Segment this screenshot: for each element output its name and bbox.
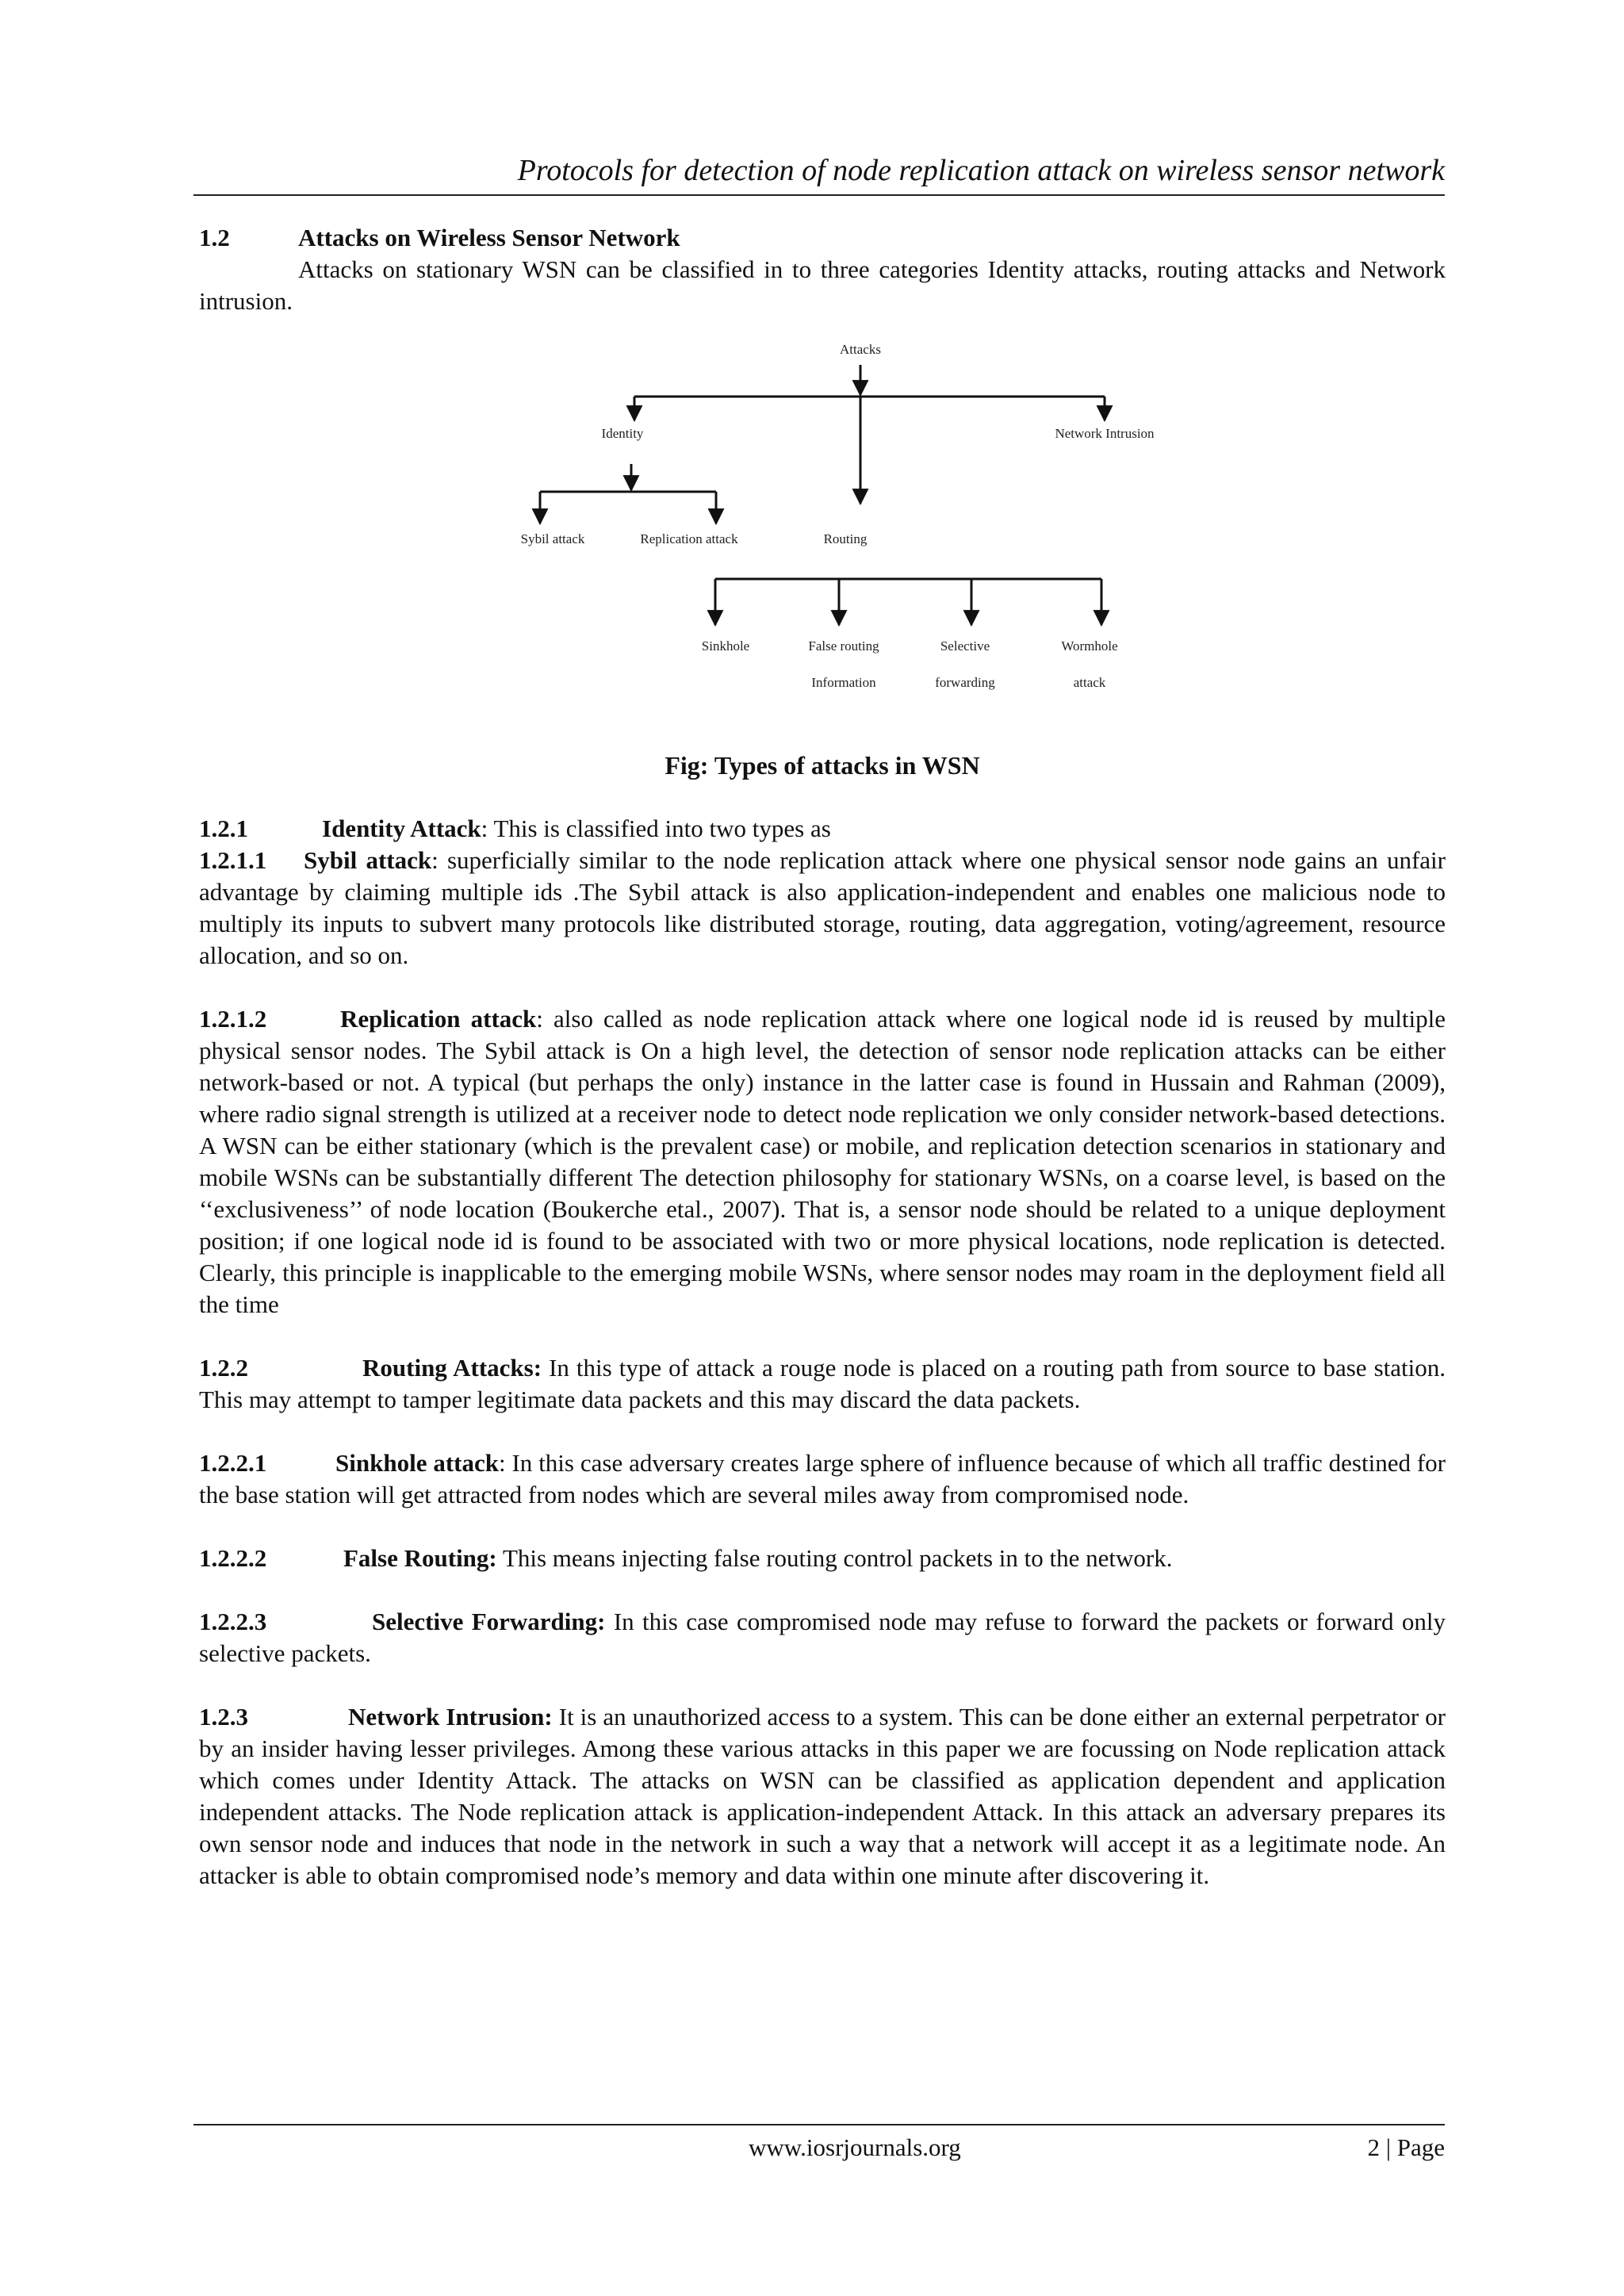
paragraph-1-2-2-1	[199, 1447, 1446, 1511]
section-text: It is an unauthorized access to a system. This can be done either an external perpetrator or by an insider having lesser privileges. Among these various attacks in this paper we are focussing on Node replication attack which comes under Identity Attack. The attacks on WSN can be classified as application dependent and application independent attacks. The Node replication attack is application-independent Attack. In this attack an adversary prepares its own sensor node and induces that node in the network in such a way that a network will accept it as a legitimate node. An attacker is able to obtain compromised node’s memory and data within one minute after discovering it.	[199, 1703, 1446, 1889]
section-text: In this case compromised node may refuse to forward the packets or forward only selective packets.	[199, 1608, 1446, 1667]
section-number: 1.2.2.3	[199, 1608, 267, 1635]
page-content	[199, 222, 1446, 1892]
node-false-routing-line1: False routing	[808, 638, 879, 654]
section-heading-1-2	[199, 222, 1446, 254]
paragraph-1-2-3	[199, 1701, 1446, 1892]
section-title: Replication attack	[340, 1005, 537, 1033]
footer-rule	[193, 2124, 1445, 2125]
node-wormhole-line1: Wormhole	[1061, 638, 1118, 654]
figure-caption: Fig: Types of attacks in WSN	[665, 751, 980, 780]
section-text: : also called as node replication attack where one logical node id is reused by multiple physical sensor nodes. The Sybil attack is On a high level, the detection of sensor node replication attacks can be either network-based or not. A typical (but perhaps the only) instance in the latter case is found in Hussain and Rahman (2009), where radio signal strength is utilized at a receiver node to detect node replication we only consider network-based detections. A WSN can be either stationary (which is the prevalent case) or mobile, and replication detection scenarios in stationary and mobile WSNs can be substantially different The detection philosophy for stationary WSNs, on a coarse level, is based on the ‘‘exclusiveness’’ of node location (Boukerche etal., 2007). That is, a sensor node should be related to a unique deployment position; if one logical node id is found to be associated with two or more physical locations, node replication is detected. Clearly, this principle is inapplicable to the emerging mobile WSNs, where sensor nodes may roam in the deployment field all the time	[199, 1005, 1446, 1318]
attack-taxonomy-figure	[199, 333, 1446, 730]
node-replication-attack: Replication attack	[640, 531, 738, 546]
section-number: 1.2.3	[199, 1703, 248, 1731]
journal-url: www.iosrjournals.org	[749, 2133, 961, 2161]
node-network-intrusion: Network Intrusion	[1055, 426, 1155, 441]
section-number: 1.2.2.1	[199, 1449, 267, 1477]
node-routing: Routing	[823, 531, 868, 546]
paragraph-1-2-2-3	[199, 1606, 1446, 1669]
section-number: 1.2	[199, 224, 230, 251]
node-sybil-attack: Sybil attack	[520, 531, 585, 546]
node-selective-line1: Selective	[940, 638, 990, 654]
section-number: 1.2.1.2	[199, 1005, 267, 1033]
paragraph-1-2-1-1	[199, 845, 1446, 972]
section-title: Sybil attack	[304, 846, 432, 874]
section-number: 1.2.2.2	[199, 1544, 267, 1572]
node-sinkhole: Sinkhole	[701, 638, 750, 654]
running-header: Protocols for detection of node replication attack on wireless sensor network	[517, 154, 1445, 187]
section-title: Sinkhole attack	[335, 1449, 499, 1477]
section-number: 1.2.1	[199, 815, 248, 842]
header-rule	[193, 194, 1445, 196]
section-text: : This is classified into two types as	[481, 815, 831, 842]
section-title: Attacks on Wireless Sensor Network	[298, 224, 680, 251]
node-wormhole-line2: attack	[1073, 675, 1106, 690]
paragraph-1-2-1	[199, 813, 1446, 845]
node-false-routing-line2: Information	[811, 675, 876, 690]
section-number: 1.2.1.1	[199, 846, 267, 874]
node-selective-line2: forwarding	[935, 675, 995, 690]
section-number: 1.2.2	[199, 1354, 248, 1382]
paragraph-1-2-2	[199, 1352, 1446, 1416]
section-text: : In this case adversary creates large sphere of influence because of which all traffic destined for the base station will get attracted from nodes which are several miles away from compromised node.	[199, 1449, 1446, 1508]
section-title: Network Intrusion:	[348, 1703, 553, 1731]
paragraph-1-2-1-2	[199, 1003, 1446, 1320]
attack-tree-diagram	[199, 333, 1446, 730]
section-intro: Attacks on stationary WSN can be classified in to three categories Identity attacks, routing attacks and Network intrusion.	[199, 255, 1446, 315]
section-text: : superficially similar to the node replication attack where one physical sensor node gains an unfair advantage by claiming multiple ids .The Sybil attack is also application-independent and enables one malicious node to multiply its inputs to subvert many protocols like distributed storage, routing, data aggregation, voting/agreement, resource allocation, and so on.	[199, 846, 1446, 969]
page-number: 2 | Page	[1367, 2133, 1445, 2161]
section-title: False Routing:	[343, 1544, 497, 1572]
node-identity: Identity	[601, 426, 644, 441]
node-attacks: Attacks	[840, 342, 881, 357]
section-title: Routing Attacks:	[362, 1354, 542, 1382]
paragraph-1-2-2-2	[199, 1543, 1446, 1574]
section-text: In this type of attack a rouge node is placed on a routing path from source to base station. This may attempt to tamper legitimate data packets and this may discard the data packets.	[199, 1354, 1446, 1413]
section-title: Selective Forwarding:	[372, 1608, 606, 1635]
section-title: Identity Attack	[322, 815, 481, 842]
section-text: This means injecting false routing control packets in to the network.	[496, 1544, 1173, 1572]
